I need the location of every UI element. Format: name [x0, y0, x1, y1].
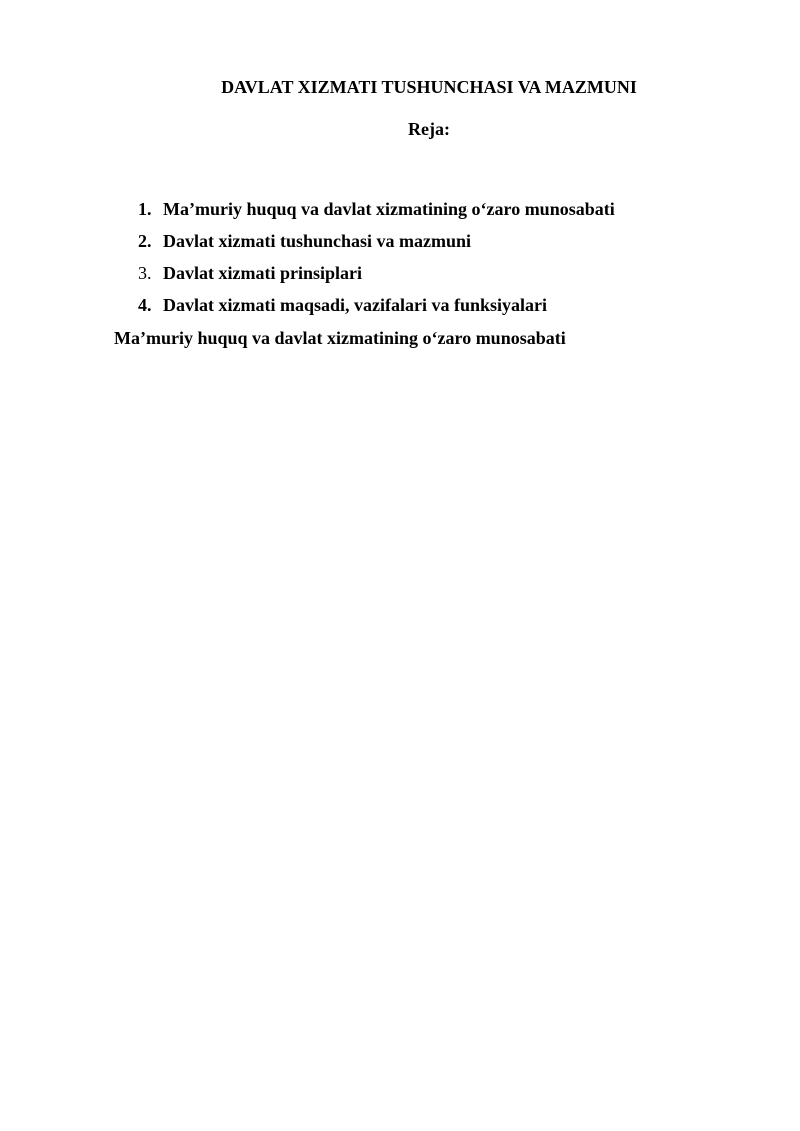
plan-item-number: 4.	[138, 295, 152, 315]
document-title: DAVLAT XIZMATI TUSHUNCHASI VA MAZMUNI	[221, 77, 637, 97]
plan-item-text: Davlat xizmati prinsiplari	[163, 263, 362, 283]
plan-item-text: Davlat xizmati tushunchasi va mazmuni	[163, 231, 472, 251]
plan-item	[138, 197, 615, 229]
plan-heading: Reja:	[408, 119, 450, 139]
section-heading: Ma’muriy huquq va davlat xizmatining o‘zaro munosabati	[114, 328, 566, 348]
plan-item-number: 1.	[138, 199, 152, 219]
plan-item-number: 3.	[138, 263, 152, 283]
plan-item-text: Ma’muriy huquq va davlat xizmatining o‘zaro munosabati	[163, 199, 615, 219]
plan-item-text: Davlat xizmati maqsadi, vazifalari va funksiyalari	[163, 295, 547, 315]
plan-item-number: 2.	[138, 231, 152, 251]
plan-item	[138, 261, 615, 293]
plan-list	[138, 197, 615, 325]
plan-item	[138, 293, 615, 325]
plan-item	[138, 229, 615, 261]
